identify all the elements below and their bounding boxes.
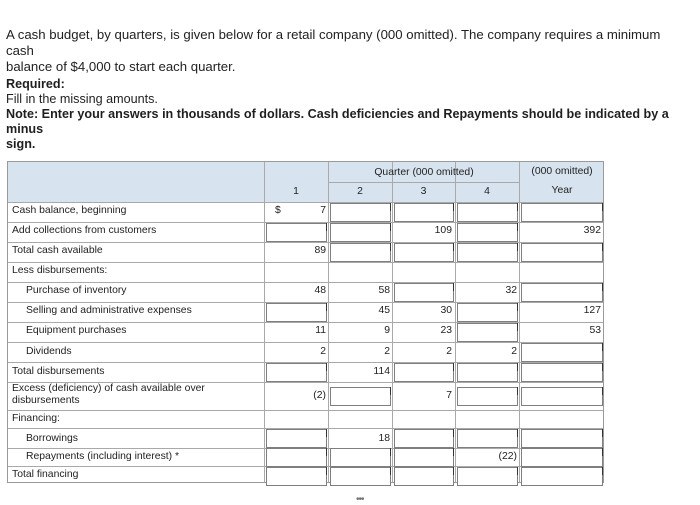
answer-input[interactable] [457,363,518,382]
note-line-1: Note: Enter your answers in thousands of dollars. Cash deficiencies and Repayments should be indicated by a minus [6,107,669,136]
answer-input[interactable] [457,243,518,262]
answer-input[interactable] [394,467,454,486]
row-divider [8,282,603,283]
value-cell: 11 [315,325,326,336]
value-cell: 2 [511,346,517,357]
answer-input[interactable] [330,223,391,242]
cash-budget-table [7,161,604,483]
row-label-financing: Financing: [12,413,60,424]
answer-input[interactable] [457,323,518,342]
col-header-year: Year [551,185,573,196]
row-divider [8,410,603,411]
year-header: (000 omitted) [531,166,593,177]
value-cell: 53 [589,325,601,336]
answer-input[interactable] [394,363,454,382]
answer-input[interactable] [266,363,327,382]
row-label-selling-admin: Selling and administrative expenses [26,305,192,316]
answer-input[interactable] [394,243,454,262]
answer-input[interactable] [330,467,391,486]
answer-input[interactable] [521,203,603,222]
answer-input[interactable] [521,283,603,302]
row-label-total-cash-available: Total cash available [12,245,103,256]
value-cell: 392 [583,225,601,236]
value-cell: 2 [320,346,326,357]
row-label-less-disbursements: Less disbursements: [12,265,108,276]
value-cell: 58 [378,285,390,296]
value-cell: 48 [314,285,326,296]
note-line-2: sign. [6,137,36,151]
answer-input[interactable] [457,223,518,242]
value-cell: 127 [583,305,601,316]
row-label-total-disbursements: Total disbursements [12,366,105,377]
answer-input[interactable] [521,343,603,362]
answer-input[interactable] [457,387,518,406]
repayments-label-text: Repayments (including interest) [26,451,173,462]
value-cell: 18 [378,433,390,444]
row-label-borrowings: Borrowings [26,433,78,444]
answer-input[interactable] [457,467,518,486]
row-divider [8,262,603,263]
answer-input[interactable] [266,223,327,242]
answer-input[interactable] [330,243,391,262]
row-label-excess-line2: disbursements [12,395,80,406]
row-label-purchase-inventory: Purchase of inventory [26,285,127,296]
answer-input[interactable] [457,203,518,222]
header-divider [328,182,519,183]
col-header-2: 2 [357,186,363,197]
answer-input[interactable] [266,448,327,467]
row-label-excess-line1: Excess (deficiency) of cash available over [12,383,205,394]
answer-input[interactable] [330,203,391,222]
value-cell: 7 [446,390,452,401]
intro-line-2: balance of $4,000 to start each quarter. [6,59,236,74]
row-label-total-financing: Total financing [12,469,79,480]
answer-input[interactable] [266,429,327,448]
answer-input[interactable] [394,283,454,302]
row-label-equipment: Equipment purchases [26,325,127,336]
answer-input[interactable] [330,448,391,467]
answer-input[interactable] [521,363,603,382]
answer-input[interactable] [457,303,518,322]
ellipsis-icon: ••• [356,494,364,505]
value-cell: 30 [440,305,452,316]
dollar-sign: $ [275,205,281,216]
value-cell: 45 [378,305,390,316]
value-cell: 32 [505,285,517,296]
value-cell: (22) [498,451,517,462]
answer-input[interactable] [521,243,603,262]
answer-input[interactable] [394,203,454,222]
quarter-header: Quarter (000 omitted) [374,167,474,178]
row-label-dividends: Dividends [26,346,72,357]
value-cell: 9 [384,325,390,336]
value-cell: 23 [440,325,452,336]
col-header-1: 1 [293,186,299,197]
answer-input[interactable] [521,429,603,448]
row-label-repayments [26,450,179,463]
required-label: Required: [6,77,65,91]
row-label-collections: Add collections from customers [12,225,157,236]
answer-input[interactable] [521,387,603,406]
answer-input[interactable] [521,467,603,486]
answer-input[interactable] [521,448,603,467]
col-header-4: 4 [484,186,490,197]
value-cell: 109 [434,225,452,236]
row-label-cash-beginning: Cash balance, beginning [12,205,127,216]
problem-intro [6,27,686,75]
footnote-marker: * [175,451,180,462]
value-cell: (2) [313,390,326,401]
col-header-3: 3 [420,186,427,197]
answer-input[interactable] [457,429,518,448]
value-cell: 114 [373,366,390,377]
value-cell: 89 [314,245,326,256]
value-cell: 2 [384,346,390,357]
answer-input[interactable] [394,429,454,448]
row-divider [8,342,603,343]
answer-input[interactable] [394,448,454,467]
required-instruction: Fill in the missing amounts. [6,92,158,106]
intro-line-1: A cash budget, by quarters, is given below for a retail company (000 omitted). The company requires a minimum cash [6,27,661,58]
answer-input[interactable] [330,387,391,406]
required-section [6,77,696,152]
value-cell: 2 [446,346,452,357]
answer-input[interactable] [266,303,327,322]
value-cell: 7 [320,205,326,216]
answer-input[interactable] [266,467,327,486]
